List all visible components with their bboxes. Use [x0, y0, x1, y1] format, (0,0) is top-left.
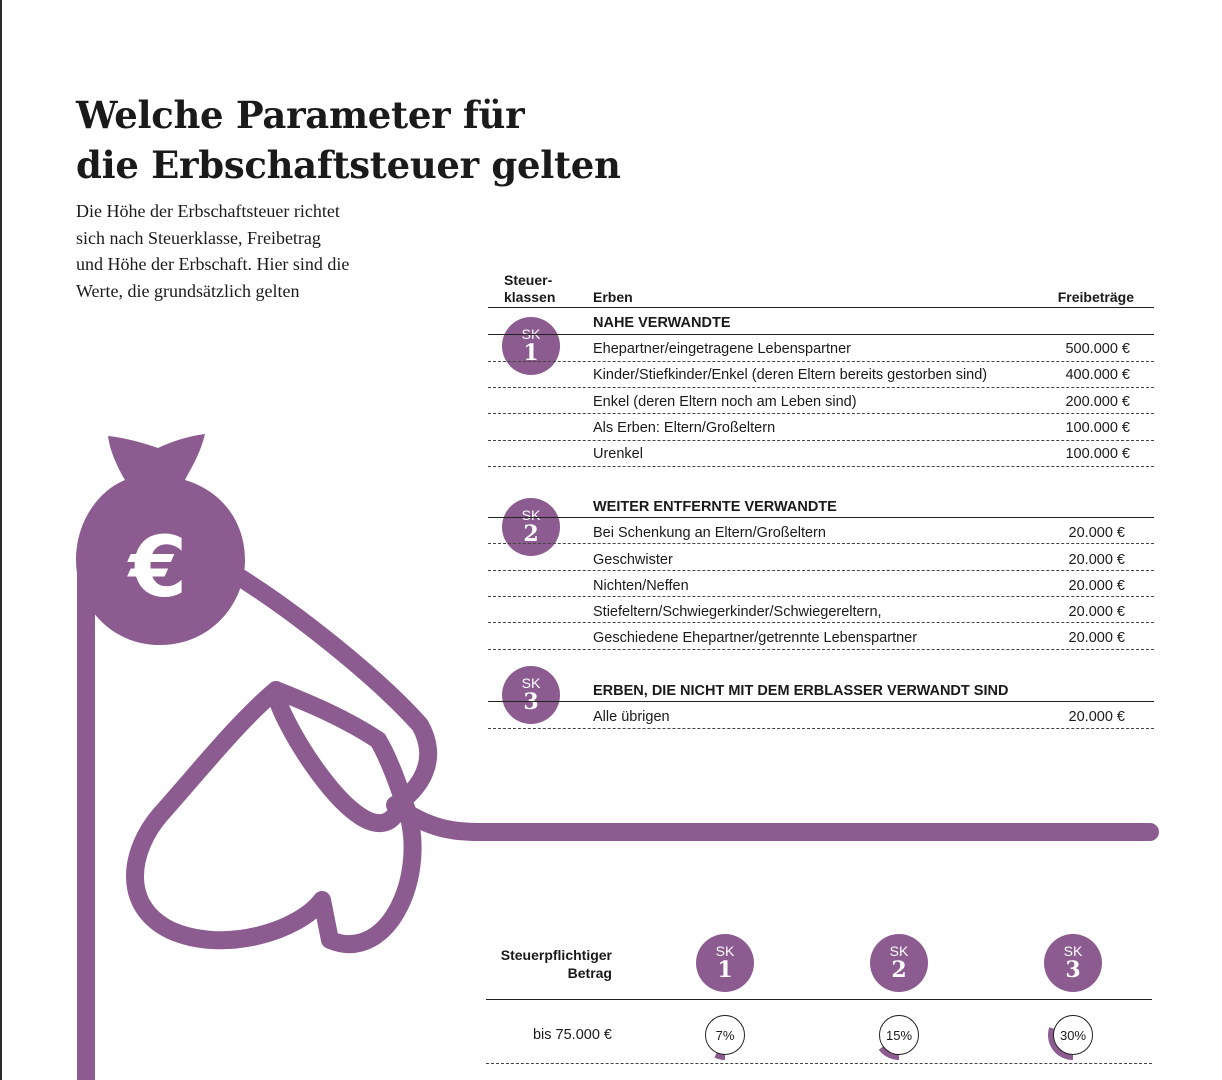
header-steuerklassen-line1: Steuer-: [504, 272, 553, 288]
intro-line-1: Die Höhe der Erbschaftsteuer richtet: [76, 201, 340, 221]
table-row-betrag: 200.000 €: [1065, 394, 1130, 410]
row-divider: [488, 596, 1154, 597]
sk1-badge: [502, 317, 560, 375]
tax-sk3-label: SK: [1063, 943, 1083, 959]
table-row-erbe: Enkel (deren Eltern noch am Leben sind): [593, 394, 857, 410]
sk2-badge-label: SK: [521, 507, 541, 523]
row-divider: [488, 361, 1154, 362]
group-rule: [488, 517, 1154, 518]
tax-sk2-badge: [870, 934, 928, 992]
rate-badge: 7%: [705, 1015, 745, 1055]
tax-row-label: bis 75.000 €: [532, 1027, 612, 1043]
header-steuerklassen-line2: klassen: [504, 289, 556, 305]
row-divider: [488, 649, 1154, 650]
group-title-sk3: ERBEN, DIE NICHT MIT DEM ERBLASSER VERWANDT SIND: [593, 683, 1009, 699]
table-row-betrag: 20.000 €: [1068, 709, 1125, 725]
tax-header-rule: [486, 999, 1152, 1000]
table-row-erbe: Alle übrigen: [593, 709, 670, 725]
sk3-badge: [502, 666, 560, 724]
illustration-mitten: [135, 690, 413, 944]
table-row-betrag: 20.000 €: [1068, 630, 1125, 646]
table-row-betrag: 20.000 €: [1068, 578, 1125, 594]
row-divider: [486, 1063, 1152, 1064]
table-row-erbe: Kinder/Stiefkinder/Enkel (deren Eltern bereits gestorben sind): [593, 367, 988, 383]
row-divider: [488, 622, 1154, 623]
table-row-betrag: 20.000 €: [1068, 525, 1125, 541]
tax-sk2-label: SK: [889, 943, 909, 959]
table-row-erbe: Nichten/Neffen: [593, 578, 689, 594]
header-steuerklassen: [504, 272, 555, 306]
table-row-erbe: Urenkel: [593, 446, 643, 462]
table-row-betrag: 20.000 €: [1068, 604, 1125, 620]
group-rule: [488, 701, 1154, 702]
table-row-erbe: Geschwister: [593, 552, 673, 568]
table-row-betrag: 100.000 €: [1065, 420, 1130, 436]
row-divider: [488, 387, 1154, 388]
table-row-betrag: 100.000 €: [1065, 446, 1130, 462]
table-row-erbe: Geschiedene Ehepartner/getrennte Lebenspartner: [593, 630, 918, 646]
title-line-1: Welche Parameter für: [76, 93, 525, 137]
row-divider: [488, 466, 1154, 467]
header-freibetraege: Freibeträge: [1057, 289, 1134, 305]
rate-badge: 15%: [879, 1015, 919, 1055]
intro-line-2: sich nach Steuerklasse, Freibetrag: [76, 227, 321, 248]
header-erben: Erben: [593, 289, 633, 305]
tax-sk1-badge: [696, 934, 754, 992]
tax-sk3-badge: [1044, 934, 1102, 992]
tax-sk3-number: 3: [1065, 957, 1081, 983]
sk1-badge-number: 1: [523, 340, 539, 366]
tax-header: [470, 946, 612, 982]
table-row-erbe: Stiefeltern/Schwiegerkinder/Schwiegereltern,: [593, 604, 882, 620]
row-divider: [488, 413, 1154, 414]
tax-sk1-label: SK: [715, 943, 735, 959]
table-row-erbe: Als Erben: Eltern/Großeltern: [593, 420, 776, 436]
group-title-sk2: WEITER ENTFERNTE VERWANDTE: [593, 499, 837, 515]
sk3-badge-label: SK: [521, 675, 541, 691]
rate-arc-fill: [716, 1055, 725, 1057]
rate-badge: 30%: [1053, 1015, 1093, 1055]
row-divider: [488, 728, 1154, 729]
group-title-sk1: NAHE VERWANDTE: [593, 315, 731, 331]
table-row-betrag: 400.000 €: [1065, 367, 1130, 383]
tax-header-line1: Steuerpflichtiger: [500, 947, 612, 963]
table-row-erbe: Bei Schenkung an Eltern/Großeltern: [593, 525, 826, 541]
row-divider: [488, 543, 1154, 544]
sk2-badge-number: 2: [523, 521, 539, 547]
group-rule: [488, 334, 1154, 335]
tax-sk1-number: 1: [717, 957, 733, 983]
header-rule: [488, 307, 1154, 308]
table-row-betrag: 500.000 €: [1065, 341, 1130, 357]
table-row-betrag: 20.000 €: [1068, 552, 1125, 568]
row-divider: [488, 570, 1154, 571]
sk3-badge-number: 3: [523, 689, 539, 715]
sk1-badge-label: SK: [521, 326, 541, 342]
tax-header-line2: Betrag: [567, 965, 612, 981]
intro-line-4: Werte, die grundsätzlich gelten: [76, 281, 300, 302]
tax-sk2-number: 2: [891, 957, 907, 983]
euro-icon: €: [128, 518, 188, 616]
sk2-badge: [502, 498, 560, 556]
row-divider: [488, 440, 1154, 441]
title-line-2: die Erbschaftsteuer gelten: [76, 143, 621, 187]
table-row-erbe: Ehepartner/eingetragene Lebenspartner: [593, 341, 851, 357]
intro-line-3: und Höhe der Erbschaft. Hier sind die: [76, 254, 350, 275]
